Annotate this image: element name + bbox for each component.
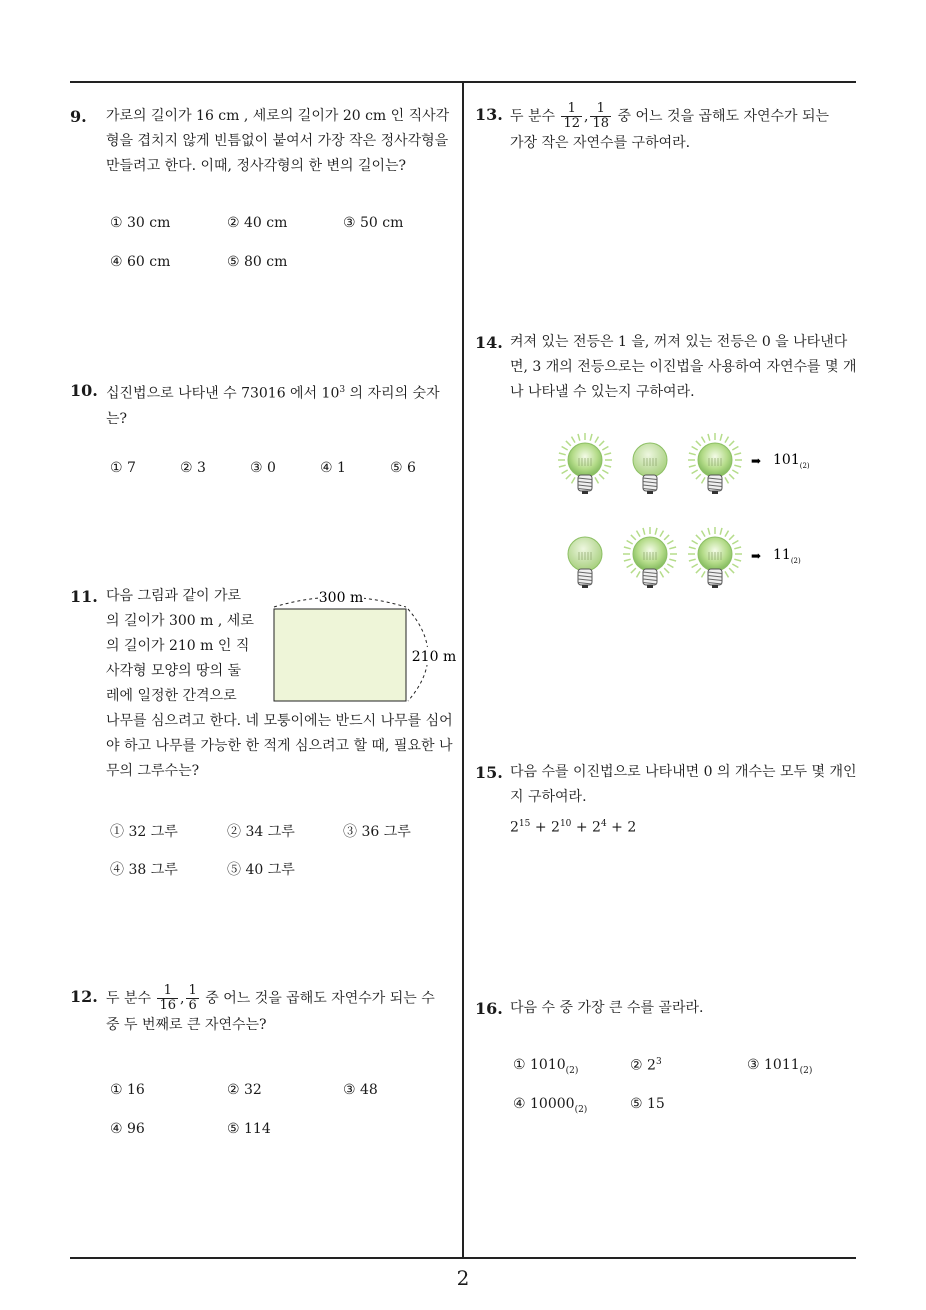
- term-exp: 15: [518, 819, 531, 829]
- land-rectangle: [274, 609, 406, 701]
- math-expression: [510, 812, 860, 841]
- option[interactable]: ② 3: [180, 460, 206, 476]
- question-text: 다음 수 중 가장 큰 수를 골라라.: [510, 1000, 704, 1016]
- option-value: 15: [647, 1096, 665, 1112]
- option-exp: 3: [655, 1057, 662, 1067]
- unlit-bulb-icon: [568, 537, 602, 588]
- option[interactable]: ① 7: [110, 460, 136, 476]
- term-exp: 4: [600, 819, 607, 829]
- fraction-1: [561, 102, 582, 131]
- option[interactable]: ② 40 cm: [227, 215, 288, 231]
- separator: ,: [180, 990, 185, 1007]
- option-mark: ③: [747, 1057, 760, 1073]
- separator: ,: [584, 108, 589, 125]
- lit-bulb-icon: [558, 433, 612, 494]
- option[interactable]: ① 30 cm: [110, 215, 171, 231]
- option[interactable]: [630, 1096, 665, 1112]
- plus-sign: +: [534, 819, 547, 836]
- option[interactable]: ② 32: [227, 1082, 262, 1098]
- option[interactable]: ③ 0: [250, 460, 276, 476]
- numerator: 1: [590, 102, 611, 117]
- height-label: 210 m: [411, 649, 457, 665]
- text-line: 의 길이가 300 m , 세로: [106, 613, 254, 629]
- question-text-lines: [106, 584, 276, 709]
- unlit-bulb-icon: [633, 443, 667, 494]
- option-base: (2): [565, 1065, 579, 1076]
- lit-bulb-icon: [688, 433, 742, 494]
- question-number: 14.: [475, 333, 503, 352]
- arrow-icon: ➡: [751, 454, 762, 468]
- term-exp: 10: [559, 819, 572, 829]
- option-mark: ①: [513, 1057, 526, 1073]
- question-text-a: 두 분수: [106, 990, 156, 1007]
- option-mark: ⑤: [630, 1096, 643, 1112]
- denominator: 18: [592, 116, 610, 131]
- option[interactable]: ④ 60 cm: [110, 254, 171, 270]
- option-value: 1011: [764, 1057, 800, 1073]
- text-line: 레에 일정한 간격으로: [106, 688, 237, 704]
- arrow-icon: ➡: [751, 549, 762, 563]
- numerator: 1: [188, 983, 197, 998]
- option[interactable]: ③ 50 cm: [343, 215, 404, 231]
- option-base: (2): [574, 1104, 588, 1115]
- question-text: 나무를 심으려고 한다. 네 모퉁이에는 반드시 나무를 심어야 하고 나무를 가능한 한 적게 심으려고 할 때, 필요한 나무의 그루수는?: [106, 713, 453, 779]
- term-base: 2: [551, 819, 560, 836]
- option[interactable]: ⑤ 80 cm: [227, 254, 288, 270]
- fraction-2: [186, 984, 198, 1013]
- page-number: 2: [456, 1266, 470, 1290]
- denominator: 16: [159, 998, 177, 1013]
- option[interactable]: [513, 1057, 578, 1076]
- option-mark: ②: [630, 1057, 643, 1074]
- option[interactable]: ⑤ 114: [227, 1121, 271, 1137]
- text-line: 의 길이가 210 m 인 직: [106, 638, 250, 654]
- lit-bulb-icon: [623, 527, 677, 588]
- question-number: 9.: [70, 107, 87, 126]
- option[interactable]: ④ 1: [320, 460, 346, 476]
- option[interactable]: [747, 1057, 812, 1076]
- denominator: 6: [188, 998, 197, 1013]
- fraction-2: [590, 102, 611, 131]
- text-line: 다음 그림과 같이 가로: [106, 588, 242, 604]
- question-number: 12.: [70, 987, 98, 1006]
- option[interactable]: ④ 38 그루: [110, 862, 178, 878]
- option[interactable]: ④ 96: [110, 1121, 145, 1137]
- exponent: 3: [339, 385, 346, 395]
- question-text-b: 중 어느 것을 곱해도 자연수가 되는 수: [200, 990, 435, 1007]
- question-text: [510, 102, 860, 156]
- question-text-c: 가장 작은 자연수를 구하여라.: [510, 135, 691, 151]
- option-base: (2): [799, 1065, 813, 1076]
- denominator: 12: [563, 116, 581, 131]
- option[interactable]: ⑤ 6: [390, 460, 416, 476]
- text-line: 사각형 모양의 땅의 둘: [106, 663, 242, 679]
- row2-value: $11_{(2)}$: [773, 547, 801, 565]
- plus-sign: +: [575, 819, 588, 836]
- question-text: [106, 378, 456, 432]
- numerator: 1: [561, 102, 582, 117]
- width-label: 300 m: [318, 590, 364, 606]
- option[interactable]: [630, 1057, 662, 1074]
- plus-sign: +: [611, 819, 623, 836]
- term-base: 2: [510, 819, 519, 836]
- numerator: 1: [157, 984, 178, 999]
- option[interactable]: ③ 36 그루: [343, 824, 411, 840]
- option[interactable]: ① 32 그루: [110, 824, 178, 840]
- option[interactable]: [513, 1096, 587, 1115]
- bulb-figure: [555, 422, 815, 597]
- option[interactable]: ③ 48: [343, 1082, 378, 1098]
- option-value: 1010: [530, 1057, 566, 1073]
- question-text: [106, 984, 462, 1038]
- question-text-b: 중 어느 것을 곱해도 자연수가 되는: [613, 108, 830, 125]
- lit-bulb-icon: [688, 527, 742, 588]
- question-number: 16.: [475, 999, 503, 1018]
- question-text-a: 십진법으로 나타낸 수 73016 에서 10: [106, 385, 340, 402]
- question-number: 13.: [475, 105, 503, 124]
- fraction-1: [157, 984, 178, 1013]
- question-text-a: 두 분수: [510, 108, 560, 125]
- rectangle-figure: [268, 585, 458, 710]
- term-last: 2: [627, 819, 637, 836]
- option[interactable]: ⑤ 40 그루: [227, 862, 295, 878]
- question-text: 다음 수를 이진법으로 나타내면 0 의 개수는 모두 몇 개인지 구하여라.: [510, 764, 857, 805]
- question-text-b: 의 자리의 숫자는?: [106, 385, 440, 427]
- option[interactable]: ② 34 그루: [227, 824, 295, 840]
- question-number: 15.: [475, 763, 503, 782]
- question-number: 10.: [70, 381, 98, 400]
- option-value: 2: [647, 1057, 656, 1074]
- question-text: 가로의 길이가 16 cm , 세로의 길이가 20 cm 인 직사각형을 겹치지 않게 빈틈없이 붙여서 가장 작은 정사각형을 만들려고 한다. 이때, 정사각형의 한 변의 길이는?: [106, 108, 450, 174]
- question-text: 켜져 있는 전등은 1 을, 꺼져 있는 전등은 0 을 나타낸다면, 3 개의 전등으로는 이진법을 사용하여 자연수를 몇 개나 나타낼 수 있는지 구하여라.: [510, 334, 857, 400]
- option-mark: ④: [513, 1096, 526, 1112]
- option-value: 10000: [530, 1096, 575, 1112]
- term-base: 2: [592, 819, 601, 836]
- question-text-c: 중 두 번째로 큰 자연수는?: [106, 1017, 267, 1033]
- option[interactable]: ① 16: [110, 1082, 145, 1098]
- question-number: 11.: [70, 587, 98, 606]
- row1-value: $101_{(2)}$: [773, 452, 810, 470]
- column-divider: [462, 82, 464, 1259]
